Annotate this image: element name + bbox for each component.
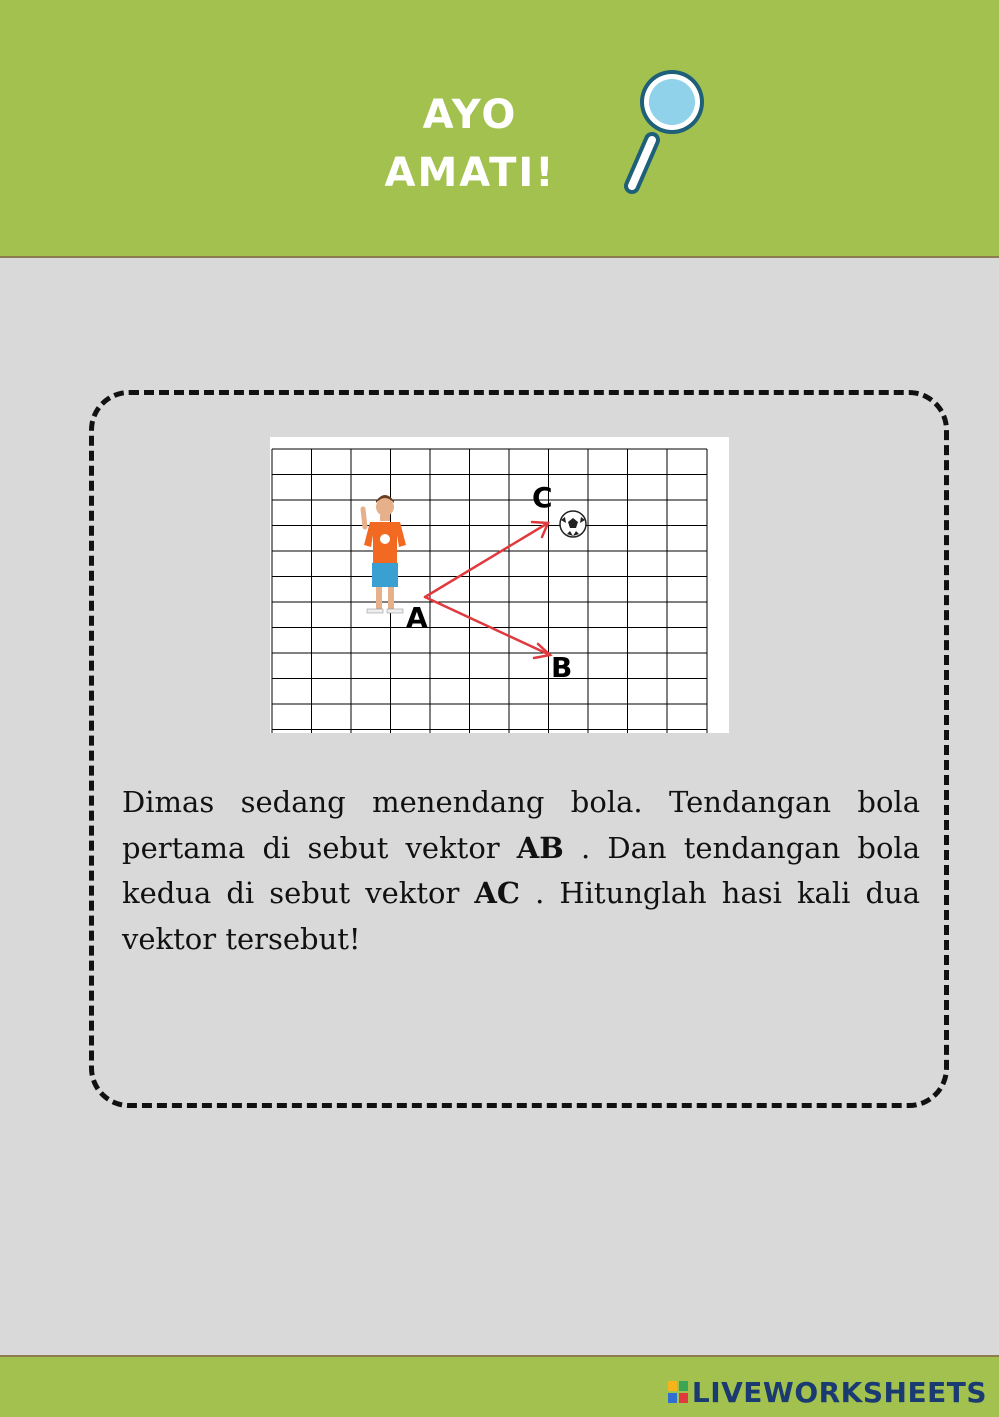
brand-logo[interactable] — [668, 1374, 987, 1410]
title-line-1: AYO — [422, 92, 518, 138]
title-line-2: AMATI! — [384, 150, 556, 196]
problem-part-1: Dimas sedang menendang bola. Tendangan bola pertama di sebut vektor — [122, 785, 920, 865]
vector-diagram — [270, 437, 729, 733]
vector-ac-label: AC — [474, 876, 520, 910]
vector-ab-label: AB — [516, 830, 564, 865]
problem-text — [122, 780, 920, 962]
point-a-label: A — [406, 601, 428, 634]
problem-part-3: . Hitunglah hasi kali dua vektor tersebut! — [122, 876, 920, 956]
brand-name: LIVEWORKSHEETS — [691, 1375, 987, 1409]
problem-part-2: . Dan tendangan bola kedua di sebut vektor — [122, 830, 920, 910]
point-b-label: B — [551, 651, 573, 684]
point-c-label: C — [532, 481, 553, 514]
magnifier-icon — [620, 62, 716, 196]
soccer-ball-icon — [560, 511, 586, 537]
header-banner — [0, 0, 999, 258]
page-title — [360, 86, 580, 202]
liveworksheets-icon — [668, 1381, 688, 1403]
